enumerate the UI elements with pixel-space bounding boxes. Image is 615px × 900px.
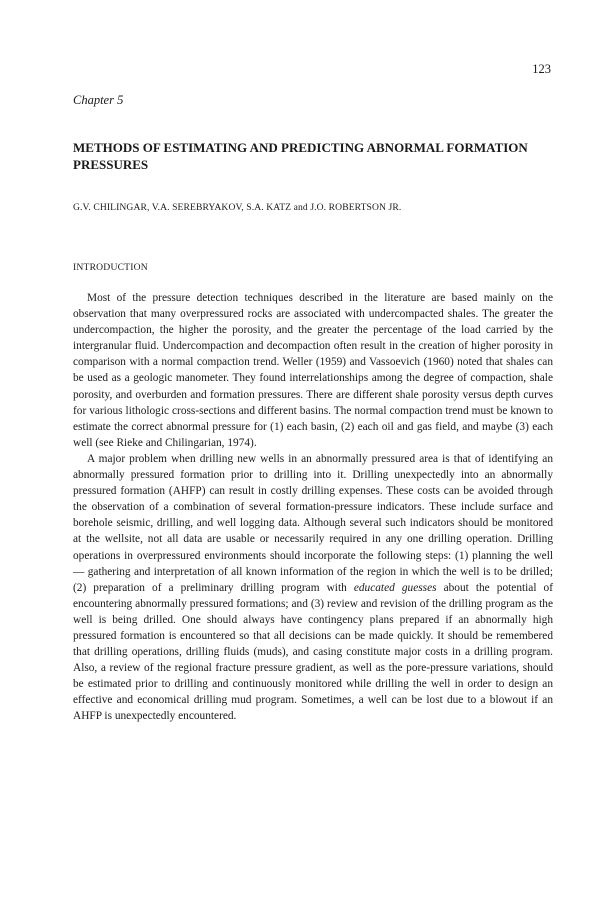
authors-and: and [293, 202, 308, 213]
paragraph: Most of the pressure detection techniques described in the literature are based mainly on the observation that many overpressured rocks are associated with undercompacted shales. The greater the undercompaction, the higher the porosity, and the greater the percentage of the load carried by the intergranular fluid. Undercompaction and decompaction often result in the creation of higher porosity in comparison with a normal compaction trend. Weller (1959) and Vassoevich (1960) noted that shales can be used as a geologic manometer. They found interrelationships among the degree of compaction, shale porosity, and overburden and formation pressures. There are different shale porosity versus depth curves for various lithologic cross-sections and different basins. The normal compaction trend must be known to estimate the correct abnormal pressure for (1) each basin, (2) each oil and gas field, and maybe (3) each well (see Rieke and Chilingarian, 1974). [73, 292, 553, 449]
section-heading: INTRODUCTION [73, 262, 148, 273]
article-title: METHODS OF ESTIMATING AND PREDICTING ABNORMAL FORMATION PRESSURES [73, 140, 528, 172]
authors-last: J.O. ROBERTSON JR. [310, 202, 402, 213]
body-text [73, 290, 553, 725]
authors-main: G.V. CHILINGAR, V.A. SEREBRYAKOV, S.A. KATZ [73, 202, 292, 213]
emphasis-text: educated guesses [353, 581, 437, 594]
page-number: 123 [532, 62, 551, 76]
chapter-label: Chapter 5 [73, 93, 124, 107]
paragraph-text: about the potential of encountering abnormally pressured formations; and (3) review and revision of the drilling program as the well is being drilled. One should always have contingency plans prepared if an abnormally high pressured formation is encountered so that all decisions can be made quickly. It should be remembered that drilling operations, drilling fluids (muds), and casing constitute major costs in a drilling program. Also, a review of the regional fracture pressure gradient, as well as the pore-pressure variations, should be estimated prior to drilling and continuously monitored while drilling the well in order to design an effective and economical drilling mud program. Sometimes, a well can be lost due to a blowout if an AHFP is unexpectedly encountered. [73, 581, 553, 723]
paragraph [73, 451, 553, 725]
paragraph-text: A major problem when drilling new wells in an abnormally pressured area is that of identifying an abnormally pressured formation prior to drilling into it. Drilling unexpectedly into an abnormally pressured formation (AHFP) can result in costly drilling expenses. These costs can be avoided through the observation of a combination of several formation-pressure indicators. These include surface and borehole seismic, drilling, and well logging data. Although several such indicators should be monitored at the wellsite, not all data are usable or necessarily required in any one drilling operation. Drilling operations in overpressured environments should incorporate the following steps: (1) planning the well — gathering and interpretation of all known information of the region in which the well is to be drilled; (2) preparation of a preliminary drilling program with [73, 452, 553, 594]
author-list [73, 202, 401, 213]
